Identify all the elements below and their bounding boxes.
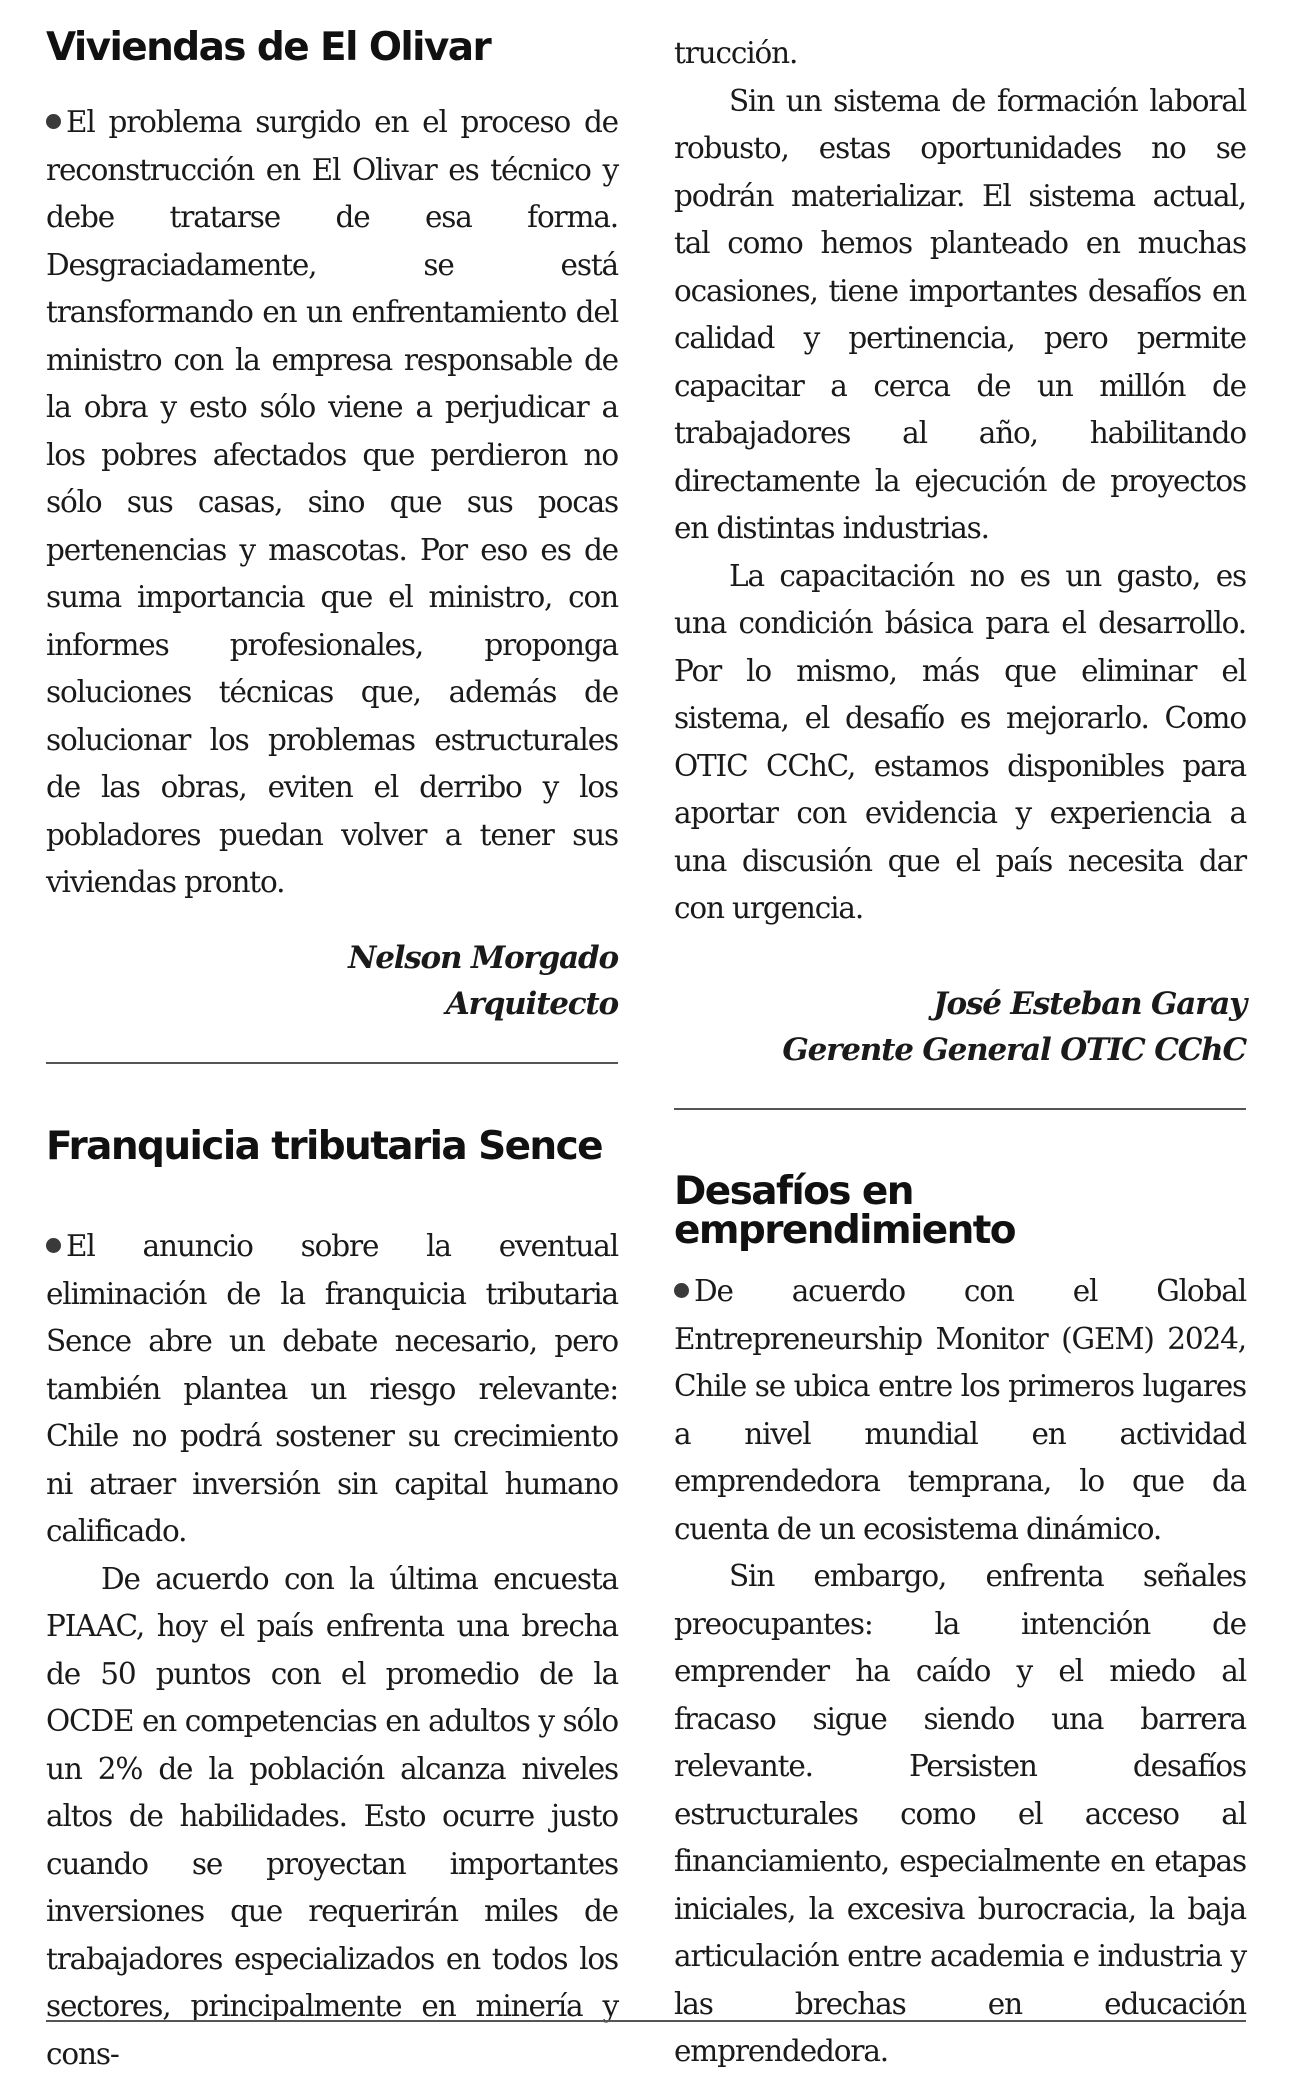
letter-body-sence-continued bbox=[674, 30, 1246, 933]
letter-paragraph: El anuncio sobre la eventual eliminación de la franquicia tributaria Sence abre un debate necesario, pero también plantea un riesgo relevante: Chile no podrá sostener su crecimiento ni atraer inversión sin capital humano calificado. bbox=[46, 1223, 618, 1556]
letter-body-sence bbox=[46, 1223, 618, 2078]
letter-paragraph: La capacitación no es un gasto, es una condición básica para el desarrollo. Por lo mismo, más que eliminar el sistema, el desafío es mejorarlo. Como OTIC CChC, estamos disponibles para aportar con evidencia y experiencia a una discusión que el país necesita dar con urgencia. bbox=[674, 553, 1246, 933]
bullet-icon bbox=[674, 1283, 689, 1298]
letter-body-viviendas bbox=[46, 99, 618, 907]
letter-title-viviendas: Viviendas de El Olivar bbox=[46, 28, 490, 67]
letter-paragraph: El problema surgido en el proceso de reconstrucción en El Olivar es técnico y debe tratarse de esa forma. Desgraciadamente, se está transformando en un enfrentamiento del ministro con la empresa responsable de la obra y esto sólo viene a perjudicar a los pobres afectados que perdieron no sólo sus casas, sino que sus pocas pertenencias y mascotas. Por eso es de suma importancia que el ministro, con informes profesionales, proponga soluciones técnicas que, además de solucionar los problemas estructurales de las obras, eviten el derribo y los pobladores puedan volver a tener sus viviendas pronto. bbox=[46, 99, 618, 907]
letter-paragraph: Sin un sistema de formación laboral robusto, estas oportunidades no se podrán materializar. El sistema actual, tal como hemos planteado en muchas ocasiones, tiene importantes desafíos en calidad y pertinencia, pero permite capacitar a cerca de un millón de trabajadores al año, habilitando directamente la ejecución de proyectos en distintas industrias. bbox=[674, 78, 1246, 553]
letter-title-emprendimiento: Desafíos en emprendimiento bbox=[674, 1172, 1246, 1250]
bottom-divider bbox=[46, 2020, 1246, 2022]
letter-paragraph: trucción. bbox=[674, 30, 1246, 78]
author-role: Gerente General OTIC CChC bbox=[674, 1027, 1246, 1073]
letter-paragraph: De acuerdo con el Global Entrepreneurship Monitor (GEM) 2024, Chile se ubica entre los primeros lugares a nivel mundial en actividad emprendedora temprana, lo que da cuenta de un ecosistema dinámico. bbox=[674, 1268, 1246, 1553]
letter-title-sence: Franquicia tributaria Sence bbox=[46, 1127, 602, 1166]
bullet-icon bbox=[46, 114, 61, 129]
signature-viviendas bbox=[46, 935, 618, 1027]
divider bbox=[674, 1108, 1246, 1110]
author-role: Arquitecto bbox=[46, 981, 618, 1027]
letter-paragraph: Sin embargo, enfrenta señales preocupantes: la intención de emprender ha caído y el miedo al fracaso sigue siendo una barrera relevante. Persisten desafíos estructurales como el acceso al financiamiento, especialmente en etapas iniciales, la excesiva burocracia, la baja articulación entre academia e industria y las brechas en educación emprendedora. bbox=[674, 1553, 1246, 2076]
author-name: Nelson Morgado bbox=[46, 935, 618, 981]
letter-paragraph: De acuerdo con la última encuesta PIAAC, hoy el país enfrenta una brecha de 50 puntos con el promedio de la OCDE en competencias en adultos y sólo un 2% de la población alcanza niveles altos de habilidades. Esto ocurre justo cuando se proyectan importantes inversiones que requerirán miles de trabajadores especializados en todos los sectores, principalmente en minería y cons- bbox=[46, 1556, 618, 2078]
author-name: José Esteban Garay bbox=[674, 981, 1246, 1027]
divider bbox=[46, 1062, 618, 1064]
letter-body-emprendimiento bbox=[674, 1268, 1246, 2076]
signature-sence bbox=[674, 981, 1246, 1073]
bullet-icon bbox=[46, 1238, 61, 1253]
